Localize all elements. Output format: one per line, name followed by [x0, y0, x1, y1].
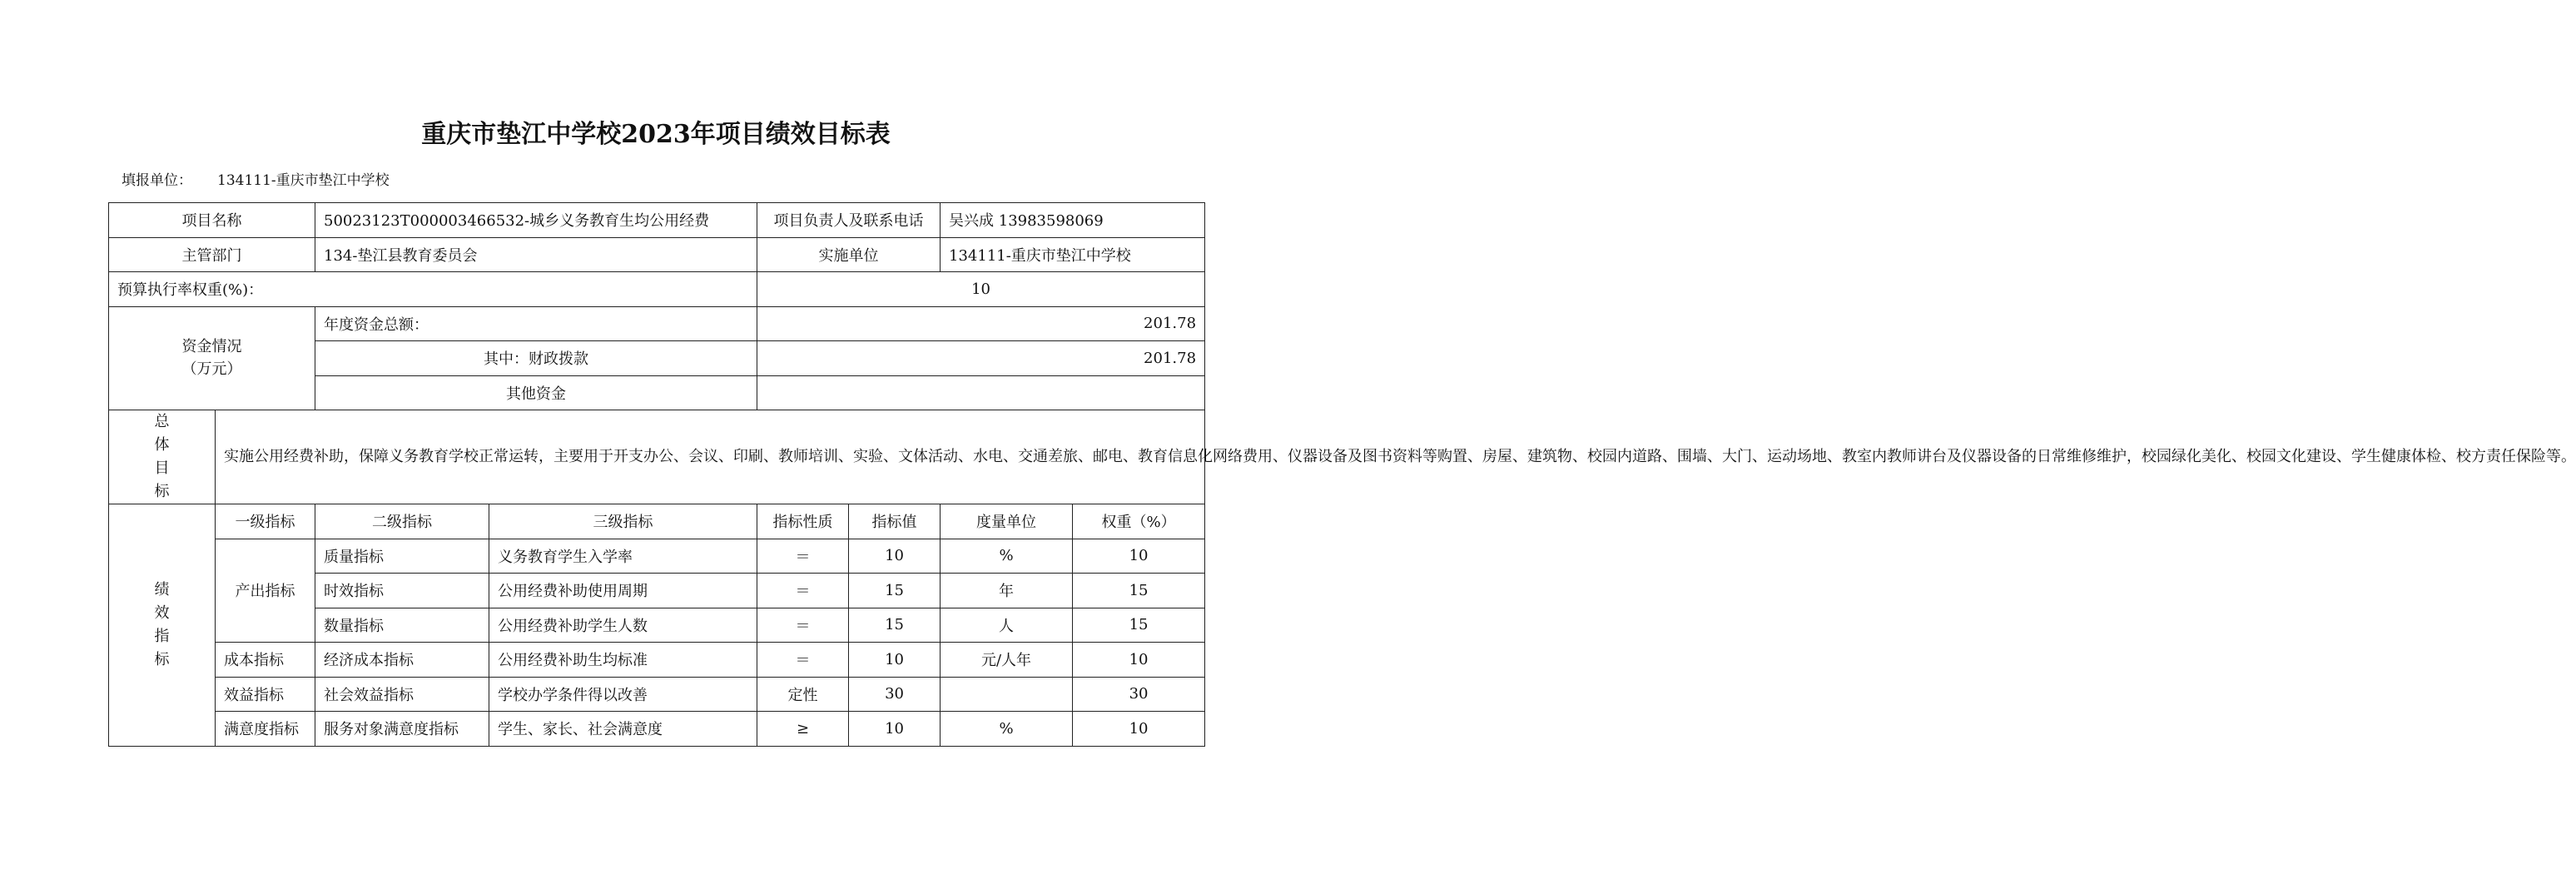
header-level1: 一级指标	[216, 504, 315, 539]
filler-unit-value: 134111-重庆市垫江中学校	[217, 172, 390, 189]
nature-cell: 定性	[757, 677, 849, 712]
level3-cell: 公用经费补助学生人数	[489, 608, 757, 643]
budget-weight-row	[109, 272, 1205, 307]
nature-cell: ＝	[757, 643, 849, 678]
dept-value: 134-垫江县教育委员会	[315, 237, 757, 272]
weight-cell: 15	[1073, 608, 1205, 643]
funds-annual-row	[109, 306, 1205, 341]
unit-cell: %	[941, 712, 1073, 747]
indicators-label-char: 标	[154, 650, 170, 668]
project-owner-label: 项目负责人及联系电话	[757, 203, 941, 238]
level2-cell: 时效指标	[315, 574, 489, 608]
weight-cell: 30	[1073, 677, 1205, 712]
funds-label	[109, 306, 315, 410]
header-value: 指标值	[849, 504, 941, 539]
table-row	[109, 539, 1205, 574]
header-level3: 三级指标	[489, 504, 757, 539]
budget-weight-value: 10	[757, 272, 1205, 307]
value-cell: 10	[849, 643, 941, 678]
header-nature: 指标性质	[757, 504, 849, 539]
header-level2: 二级指标	[315, 504, 489, 539]
table-row	[109, 643, 1205, 678]
nature-cell: ＝	[757, 574, 849, 608]
filler-unit-label: 填报单位：	[122, 172, 192, 189]
level3-cell: 学生、家长、社会满意度	[489, 712, 757, 747]
other-funds-label: 其他资金	[315, 375, 757, 410]
goal-label-char: 总	[154, 413, 170, 430]
unit-cell: 元/人年	[941, 643, 1073, 678]
budget-weight-label: 预算执行率权重(%)：	[109, 272, 757, 307]
page-title: 重庆市垫江中学校2023年项目绩效目标表	[421, 120, 891, 149]
level3-cell: 公用经费补助生均标准	[489, 643, 757, 678]
level3-cell: 公用经费补助使用周期	[489, 574, 757, 608]
project-name-value: 50023123T000003466532-城乡义务教育生均公用经费	[315, 203, 757, 238]
overall-goal-label	[109, 410, 216, 504]
project-owner-value: 吴兴成 13983598069	[941, 203, 1205, 238]
fiscal-funds-value: 201.78	[757, 341, 1205, 376]
indicators-label-char: 指	[154, 627, 170, 645]
annual-funds-label: 年度资金总额：	[315, 306, 757, 341]
level1-cell: 效益指标	[216, 677, 315, 712]
value-cell: 10	[849, 539, 941, 574]
impl-unit-label: 实施单位	[757, 237, 941, 272]
table-row	[109, 677, 1205, 712]
project-name-row	[109, 203, 1205, 238]
fiscal-funds-label: 其中：财政拨款	[315, 341, 757, 376]
value-cell: 30	[849, 677, 941, 712]
nature-cell: ≥	[757, 712, 849, 747]
weight-cell: 10	[1073, 712, 1205, 747]
weight-cell: 10	[1073, 539, 1205, 574]
dept-label: 主管部门	[109, 237, 315, 272]
unit-cell	[941, 677, 1073, 712]
indicators-label-char: 效	[154, 603, 170, 622]
level1-cell: 满意度指标	[216, 712, 315, 747]
level3-cell: 学校办学条件得以改善	[489, 677, 757, 712]
unit-cell: %	[941, 539, 1073, 574]
header-weight: 权重（%）	[1073, 504, 1205, 539]
unit-cell: 人	[941, 608, 1073, 643]
level2-cell: 经济成本指标	[315, 643, 489, 678]
indicator-header-row	[109, 504, 1205, 539]
overall-goal-row	[109, 410, 1205, 504]
goal-label-char: 标	[154, 483, 170, 500]
output-indicator-label: 产出指标	[216, 539, 315, 643]
value-cell: 10	[849, 712, 941, 747]
unit-cell: 年	[941, 574, 1073, 608]
nature-cell: ＝	[757, 608, 849, 643]
funds-label-line1: 资金情况	[181, 338, 242, 356]
level3-cell: 义务教育学生入学率	[489, 539, 757, 574]
impl-unit-value: 134111-重庆市垫江中学校	[941, 237, 1205, 272]
weight-cell: 15	[1073, 574, 1205, 608]
level2-cell: 服务对象满意度指标	[315, 712, 489, 747]
nature-cell: ＝	[757, 539, 849, 574]
funds-label-line2: （万元）	[181, 360, 242, 379]
indicators-label-char: 绩	[154, 580, 170, 598]
filler-unit	[122, 168, 390, 189]
value-cell: 15	[849, 574, 941, 608]
value-cell: 15	[849, 608, 941, 643]
header-unit: 度量单位	[941, 504, 1073, 539]
project-name-label: 项目名称	[109, 203, 315, 238]
performance-target-table	[108, 202, 2576, 747]
goal-label-char: 体	[154, 436, 170, 454]
weight-cell: 10	[1073, 643, 1205, 678]
overall-goal-text: 实施公用经费补助，保障义务教育学校正常运转，主要用于开支办公、会议、印刷、教师培训、实验、文体活动、水电、交通差旅、邮电、教育信息化网络费用、仪器设备及图书资料等购置、房屋、建筑物、校园内道路、围墙、大门、运动场地、教室内教师讲台及仪器设备的日常维修维护，校园绿化美化、校园文化建设、学生健康体检、校方责任保险等。	[216, 410, 1205, 504]
level2-cell: 质量指标	[315, 539, 489, 574]
level2-cell: 数量指标	[315, 608, 489, 643]
annual-funds-value: 201.78	[757, 306, 1205, 341]
level1-cell: 成本指标	[216, 643, 315, 678]
other-funds-value	[757, 375, 1205, 410]
indicators-label	[109, 504, 216, 747]
goal-label-char: 目	[154, 459, 170, 477]
department-row	[109, 237, 1205, 272]
level2-cell: 社会效益指标	[315, 677, 489, 712]
table-row	[109, 712, 1205, 747]
